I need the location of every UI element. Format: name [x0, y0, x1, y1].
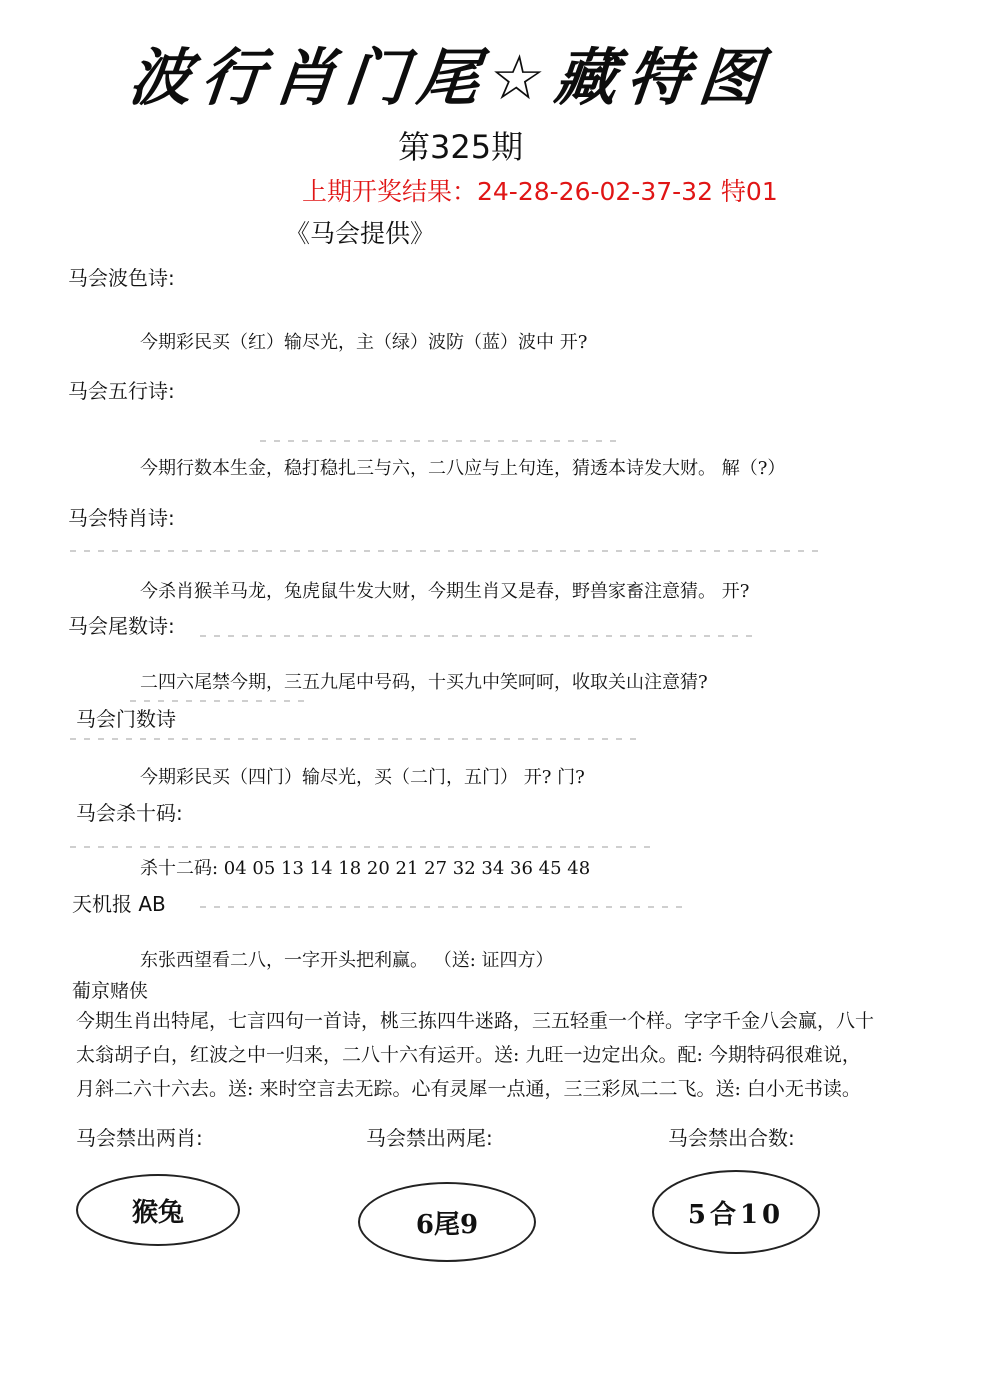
- section-text-door-poem: 今期彩民买（四门）输尽光，买（二门，五门） 开? 门?: [140, 767, 585, 788]
- scan-noise: [70, 738, 640, 740]
- ban-tail-label: 马会禁出两尾:: [366, 1126, 493, 1150]
- issue-number: 第325期: [398, 128, 524, 166]
- page-title: 波行肖门尾☆藏特图: [125, 41, 775, 114]
- ban-sum-oval: [652, 1170, 820, 1254]
- ban-zodiac-value: 猴兔: [131, 1197, 184, 1228]
- scan-noise: [130, 700, 310, 702]
- section-label-color-poem: 马会波色诗:: [68, 266, 175, 290]
- last-result: 上期开奖结果：24-28-26-02-37-32 特01: [302, 177, 778, 206]
- pujing-label: 葡京赌侠: [72, 980, 149, 1002]
- ban-sum-value: 5合10: [687, 1199, 785, 1230]
- scan-noise: [70, 550, 820, 552]
- section-label-kill-numbers: 马会杀十码:: [76, 801, 183, 825]
- ban-zodiac-oval: [76, 1174, 240, 1246]
- section-label-element-poem: 马会五行诗:: [68, 379, 175, 403]
- section-text-tail-poem: 二四六尾禁今期，三五九尾中号码，十买九中笑呵呵，收取关山注意猜?: [140, 672, 708, 693]
- section-label-tianji: 天机报 AB: [72, 892, 166, 916]
- ban-tail-value: 6尾9: [415, 1209, 479, 1240]
- scan-noise: [260, 440, 620, 442]
- pujing-line: 月斜二六十六去。送: 来时空言去无踪。心有灵犀一点通，三三彩凤二二飞。送: 白小无书读。: [76, 1078, 861, 1100]
- scan-noise: [200, 635, 760, 637]
- pujing-paragraph: [76, 1004, 926, 1106]
- section-text-kill-numbers: 杀十二码: 04 05 13 14 18 20 21 27 32 34 36 45 48: [140, 858, 591, 879]
- scan-noise: [200, 906, 690, 908]
- ban-zodiac-label: 马会禁出两肖:: [76, 1126, 203, 1150]
- ban-tail-oval: [358, 1182, 536, 1262]
- section-label-zodiac-poem: 马会特肖诗:: [68, 506, 175, 530]
- provider: 《马会提供》: [285, 219, 436, 248]
- scan-noise: [70, 846, 650, 848]
- section-label-tail-poem: 马会尾数诗:: [68, 614, 175, 638]
- section-label-door-poem: 马会门数诗: [76, 707, 176, 731]
- section-text-element-poem: 今期行数本生金，稳打稳扎三与六，二八应与上句连，猜透本诗发大财。 解（?）: [140, 458, 786, 479]
- pujing-line: 今期生肖出特尾，七言四句一首诗，桃三拣四牛迷路，三五轻重一个样。字字千金八会赢，八十: [76, 1010, 875, 1032]
- section-text-tianji: 东张西望看二八，一字开头把利赢。 （送: 证四方）: [140, 950, 554, 971]
- section-text-color-poem: 今期彩民买（红）输尽光，主（绿）波防（蓝）波中 开?: [140, 332, 588, 353]
- pujing-line: 太翁胡子白，红波之中一归来，二八十六有运开。送: 九旺一边定出众。配: 今期特码很难说，: [76, 1044, 861, 1066]
- section-text-zodiac-poem: 今杀肖猴羊马龙，兔虎鼠牛发大财，今期生肖又是春，野兽家畜注意猜。 开?: [140, 581, 750, 602]
- ban-sum-label: 马会禁出合数:: [668, 1126, 795, 1150]
